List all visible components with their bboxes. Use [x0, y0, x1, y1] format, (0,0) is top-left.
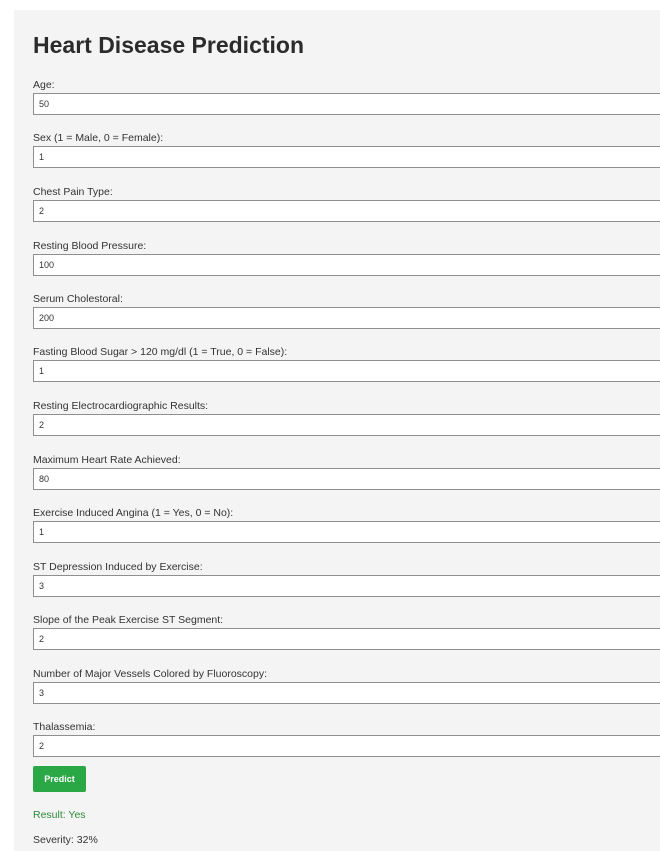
fasting-blood-sugar-input[interactable] [33, 360, 660, 382]
predict-button[interactable]: Predict [33, 766, 86, 792]
field-sex [33, 132, 660, 145]
fasting-blood-sugar-label: Fasting Blood Sugar > 120 mg/dl (1 = True, 0 = False): [33, 346, 288, 358]
major-vessels-input[interactable] [33, 682, 660, 704]
age-label: Age: [33, 79, 55, 91]
thalassemia-label: Thalassemia: [33, 721, 96, 733]
st-slope-input[interactable] [33, 628, 660, 650]
field-chest-pain-type [33, 186, 660, 199]
max-heart-rate-input[interactable] [33, 468, 660, 490]
field-st-slope [33, 614, 660, 627]
serum-cholestoral-label: Serum Cholestoral: [33, 293, 123, 305]
field-age [33, 79, 660, 92]
result-text: Result: Yes [33, 809, 86, 821]
field-st-depression [33, 561, 660, 574]
exercise-angina-input[interactable] [33, 521, 660, 543]
chest-pain-type-input[interactable] [33, 200, 660, 222]
resting-ecg-input[interactable] [33, 414, 660, 436]
field-serum-cholestoral [33, 293, 660, 306]
st-depression-input[interactable] [33, 575, 660, 597]
st-depression-label: ST Depression Induced by Exercise: [33, 561, 203, 573]
resting-blood-pressure-input[interactable] [33, 254, 660, 276]
serum-cholestoral-input[interactable] [33, 307, 660, 329]
severity-text: Severity: 32% [33, 834, 98, 846]
chest-pain-type-label: Chest Pain Type: [33, 186, 113, 198]
resting-blood-pressure-label: Resting Blood Pressure: [33, 240, 147, 252]
major-vessels-label: Number of Major Vessels Colored by Fluoroscopy: [33, 668, 268, 680]
field-resting-ecg [33, 400, 660, 413]
field-major-vessels [33, 668, 660, 681]
st-slope-label: Slope of the Peak Exercise ST Segment: [33, 614, 224, 626]
exercise-angina-label: Exercise Induced Angina (1 = Yes, 0 = No): [33, 507, 234, 519]
page-title: Heart Disease Prediction [33, 32, 305, 58]
field-thalassemia [33, 721, 660, 734]
field-resting-blood-pressure [33, 240, 660, 253]
sex-input[interactable] [33, 146, 660, 168]
field-exercise-angina [33, 507, 660, 520]
field-fasting-blood-sugar [33, 346, 660, 359]
field-max-heart-rate [33, 454, 660, 467]
thalassemia-input[interactable] [33, 735, 660, 757]
resting-ecg-label: Resting Electrocardiographic Results: [33, 400, 209, 412]
max-heart-rate-label: Maximum Heart Rate Achieved: [33, 454, 181, 466]
age-input[interactable] [33, 93, 660, 115]
sex-label: Sex (1 = Male, 0 = Female): [33, 132, 164, 144]
